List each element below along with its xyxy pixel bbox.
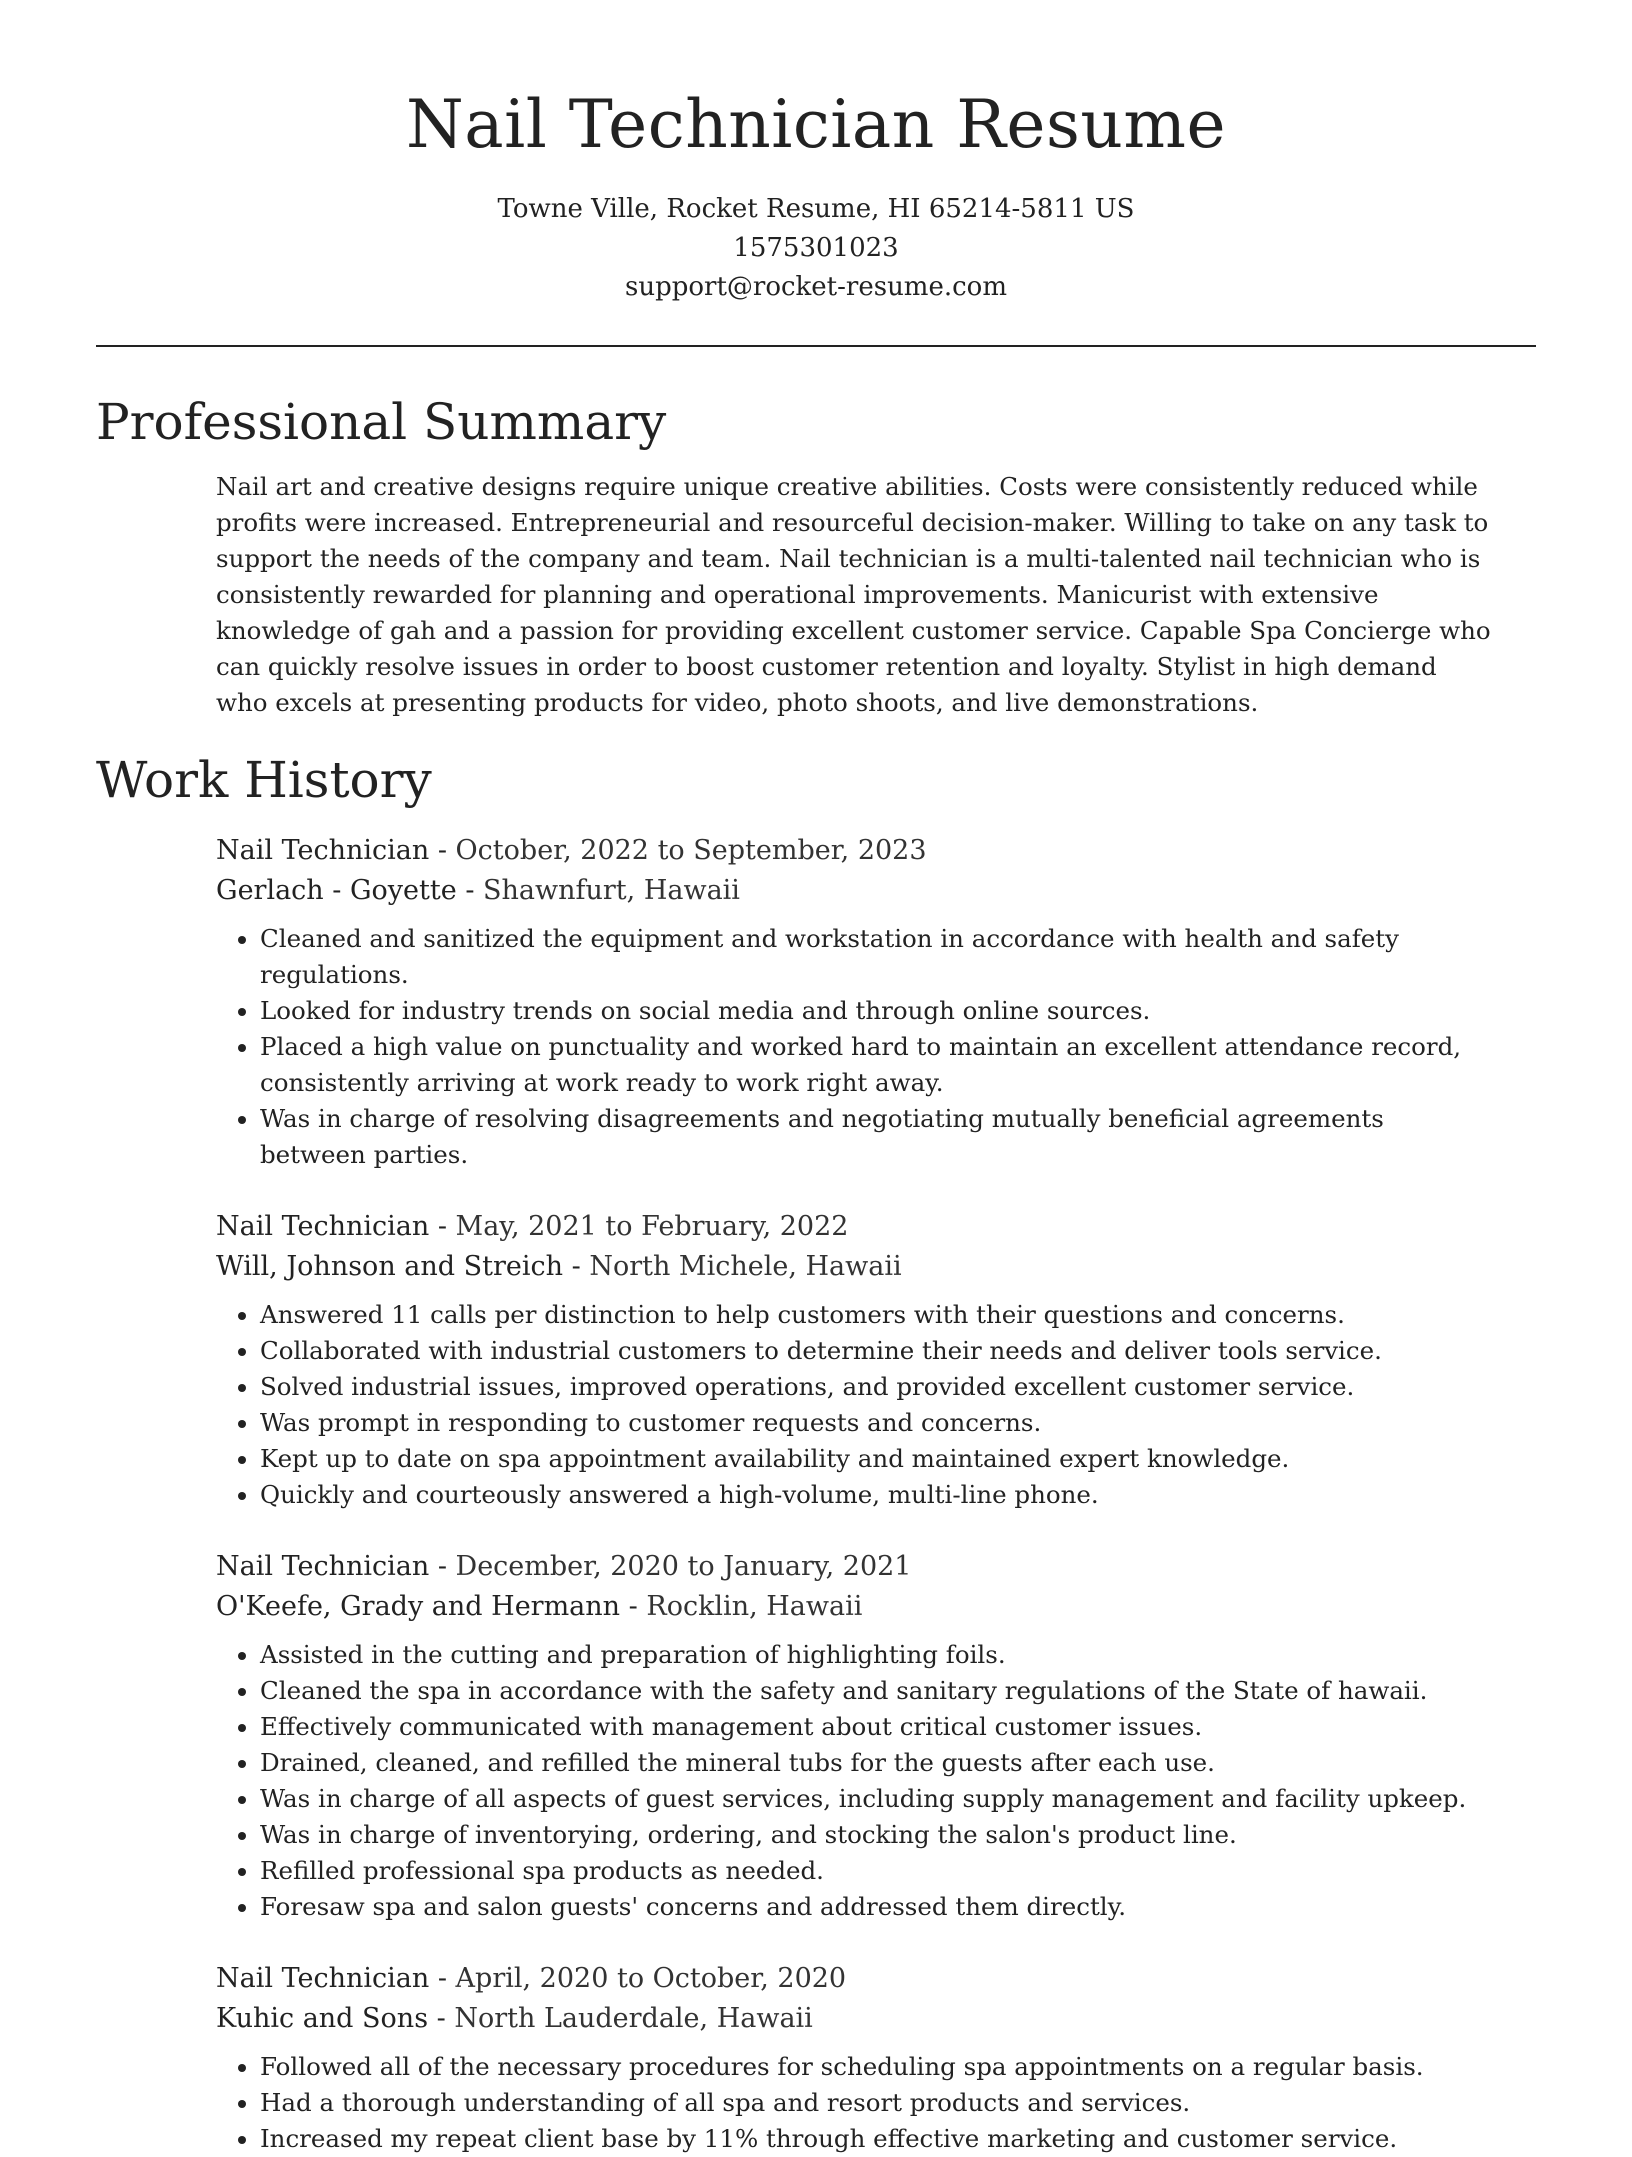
separator: - [456, 875, 484, 906]
separator: - [428, 2003, 455, 2034]
job-company: Kuhic and Sons [216, 2003, 429, 2034]
job-bullet: • Solved industrial issues, improved operations, and provided excellent customer service. [260, 1369, 1496, 1405]
resume-title: Nail Technician Resume [405, 86, 1226, 163]
separator: - [563, 1251, 590, 1282]
job-company-line [216, 1247, 1496, 1287]
job-entry [216, 1207, 1496, 1513]
job-bullet: • Was in charge of all aspects of guest services, including supply management and facility upkeep. [260, 1781, 1496, 1817]
job-bullet: • Cleaned and sanitized the equipment and workstation in accordance with health and safety regulations. [260, 921, 1496, 993]
job-company-line [216, 871, 1496, 911]
job-location: Rocklin, Hawaii [646, 1591, 863, 1622]
work-history-heading: Work History [96, 751, 432, 809]
job-title: Nail Technician [216, 1963, 430, 1994]
job-dates: April, 2020 to October, 2020 [455, 1963, 847, 1994]
job-bullet: • Foresaw spa and salon guests' concerns and addressed them directly. [260, 1889, 1496, 1925]
job-bullet: • Drained, cleaned, and refilled the mineral tubs for the guests after each use. [260, 1745, 1496, 1781]
job-bullet: • Followed all of the necessary procedures for scheduling spa appointments on a regular basis. [260, 2049, 1496, 2085]
job-bullet: • Increased my repeat client base by 11% through effective marketing and customer service. [260, 2121, 1496, 2157]
job-title-line [216, 831, 1496, 871]
job-title-line [216, 1547, 1496, 1587]
separator: - [620, 1591, 647, 1622]
work-history-list [216, 831, 1536, 2157]
job-title: Nail Technician [216, 1551, 430, 1582]
job-bullet: • Cleaned the spa in accordance with the safety and sanitary regulations of the State of hawaii. [260, 1673, 1496, 1709]
separator: - [429, 1211, 456, 1242]
job-bullet: • Collaborated with industrial customers to determine their needs and deliver tools service. [260, 1333, 1496, 1369]
job-bullets [216, 921, 1496, 1173]
job-entry [216, 831, 1496, 1173]
job-bullets [216, 2049, 1496, 2157]
resume-header [96, 0, 1536, 307]
job-bullet: • Kept up to date on spa appointment availability and maintained expert knowledge. [260, 1441, 1496, 1477]
job-title-line [216, 1207, 1496, 1247]
job-bullet: • Looked for industry trends on social media and through online sources. [260, 993, 1496, 1029]
job-title-line [216, 1959, 1496, 1999]
job-title: Nail Technician [216, 835, 430, 866]
job-dates: May, 2021 to February, 2022 [455, 1211, 849, 1242]
contact-info [96, 190, 1536, 307]
job-dates: October, 2022 to September, 2023 [455, 835, 927, 866]
email: support@rocket-resume.com [624, 272, 1007, 302]
job-bullets [216, 1637, 1496, 1925]
header-divider [96, 345, 1536, 347]
job-company: Will, Johnson and Streich [216, 1251, 564, 1282]
separator: - [429, 835, 456, 866]
phone: 1575301023 [733, 233, 899, 263]
job-location: North Lauderdale, Hawaii [454, 2003, 813, 2034]
job-location: Shawnfurt, Hawaii [483, 875, 740, 906]
job-dates: December, 2020 to January, 2021 [455, 1551, 912, 1582]
job-company-line [216, 1587, 1496, 1627]
job-company-line [216, 1999, 1496, 2039]
job-title: Nail Technician [216, 1211, 430, 1242]
job-bullet: • Was prompt in responding to customer requests and concerns. [260, 1405, 1496, 1441]
separator: - [429, 1963, 456, 1994]
job-bullet: • Quickly and courteously answered a high-volume, multi-line phone. [260, 1477, 1496, 1513]
address: Towne Ville, Rocket Resume, HI 65214-5811 US [497, 194, 1135, 224]
job-entry [216, 1547, 1496, 1925]
job-location: North Michele, Hawaii [589, 1251, 902, 1282]
separator: - [429, 1551, 456, 1582]
job-bullet: • Assisted in the cutting and preparation of highlighting foils. [260, 1637, 1496, 1673]
job-bullet: • Answered 11 calls per distinction to help customers with their questions and concerns. [260, 1297, 1496, 1333]
job-bullet: • Had a thorough understanding of all spa and resort products and services. [260, 2085, 1496, 2121]
job-company: O'Keefe, Grady and Hermann [216, 1591, 621, 1622]
job-entry [216, 1959, 1496, 2157]
job-bullets [216, 1297, 1496, 1513]
job-bullet: • Placed a high value on punctuality and worked hard to maintain an excellent attendance record, consistently arriving at work ready to work right away. [260, 1029, 1496, 1101]
job-company: Gerlach - Goyette [216, 875, 457, 906]
job-bullet: • Was in charge of resolving disagreements and negotiating mutually beneficial agreements between parties. [260, 1101, 1496, 1173]
job-bullet: • Refilled professional spa products as needed. [260, 1853, 1496, 1889]
job-bullet: • Effectively communicated with management about critical customer issues. [260, 1709, 1496, 1745]
summary-heading: Professional Summary [96, 393, 667, 451]
summary-text: Nail art and creative designs require unique creative abilities. Costs were consistently reduced while profits were increased. Entrepreneurial and resourceful decision-maker. Willing to take on any task to support the needs of the company and team. Nail technician is a multi-talented nail technician who is consistently rewarded for planning and operational improvements. Manicurist with extensive knowledge of gah and a passion for providing excellent customer service. Capable Spa Concierge who can quickly resolve issues in order to boost customer retention and loyalty. Stylist in high demand who excels at presenting products for video, photo shoots, and live demonstrations. [216, 472, 1491, 717]
job-bullet: • Was in charge of inventorying, ordering, and stocking the salon's product line. [260, 1817, 1496, 1853]
